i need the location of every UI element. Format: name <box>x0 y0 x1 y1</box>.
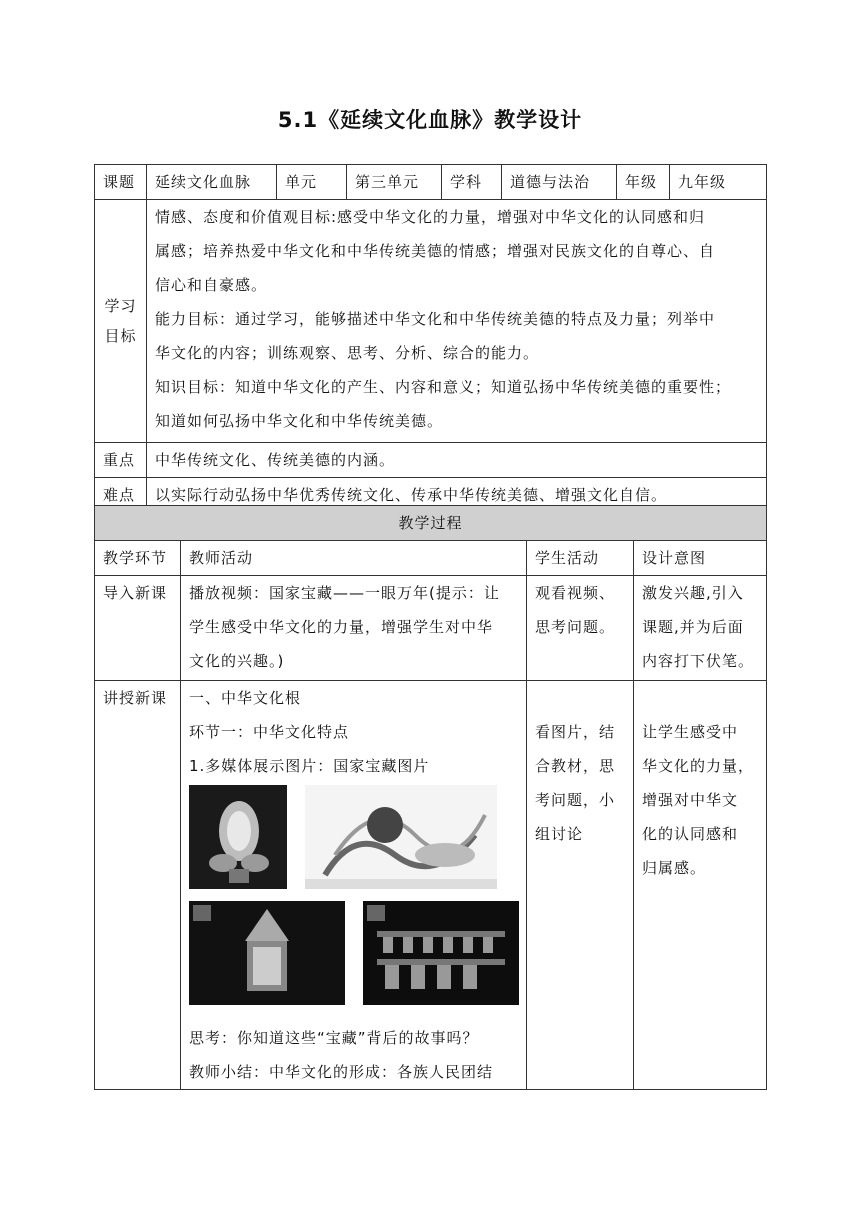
intent-line: 内容打下伏笔。 <box>642 652 755 670</box>
grade-value: 九年级 <box>670 165 767 200</box>
goal-line: 信心和自豪感。 <box>155 276 268 294</box>
process-heading: 教学过程 <box>95 506 767 541</box>
teacher-activity <box>181 576 527 681</box>
student-activity <box>527 576 634 681</box>
difficult-point-value: 以实际行动弘扬中华优秀传统文化、传承中华传统美德、增强文化自信。 <box>147 478 767 513</box>
column-header: 设计意图 <box>634 541 767 576</box>
student-line: 思考问题。 <box>535 618 616 636</box>
teacher-line: 文化的兴趣。) <box>189 652 285 670</box>
info-table <box>94 164 767 513</box>
treasure-photo-gold-ornament <box>189 785 287 889</box>
teacher-activity <box>181 681 527 1090</box>
difficult-point-label: 难点 <box>95 478 147 513</box>
student-line: 考问题，小 <box>535 791 616 809</box>
teacher-line: 思考：你知道这些“宝藏”背后的故事吗？ <box>189 1029 479 1047</box>
intent-line: 华文化的力量， <box>642 757 755 775</box>
teacher-line: 播放视频：国家宝藏——一眼万年(提示：让 <box>189 584 500 602</box>
goal-line: 华文化的内容；训练观察、思考、分析、综合的能力。 <box>155 344 540 362</box>
unit-label: 单元 <box>277 165 347 200</box>
intent-line: 让学生感受中 <box>642 723 739 741</box>
topic-label: 课题 <box>95 165 147 200</box>
goals-content <box>147 200 767 443</box>
treasure-painting-illustration <box>305 785 497 889</box>
column-header: 学生活动 <box>527 541 634 576</box>
key-point-label: 重点 <box>95 443 147 478</box>
design-intent <box>634 576 767 681</box>
treasure-photo-pagoda <box>189 901 345 1005</box>
process-table <box>94 505 767 1090</box>
key-point-value: 中华传统文化、传统美德的内涵。 <box>147 443 767 478</box>
intent-line: 激发兴趣,引入 <box>642 584 744 602</box>
goal-line: 属感；培养热爱中华文化和中华传统美德的情感；增强对民族文化的自尊心、自 <box>155 242 716 260</box>
goal-line: 知道如何弘扬中华文化和中华传统美德。 <box>155 412 444 430</box>
unit-value: 第三单元 <box>347 165 442 200</box>
student-line: 观看视频、 <box>535 584 616 602</box>
grade-label: 年级 <box>617 165 670 200</box>
design-intent <box>634 681 767 1090</box>
column-header: 教学环节 <box>95 541 181 576</box>
teacher-line: 学生感受中华文化的力量，增强学生对中华 <box>189 618 494 636</box>
subject-value: 道德与法治 <box>502 165 617 200</box>
spacer <box>535 681 625 715</box>
goals-label <box>95 200 147 443</box>
page-title: 5.1《延续文化血脉》教学设计 <box>277 108 583 132</box>
treasure-images <box>189 785 518 1017</box>
intent-line: 增强对中华文 <box>642 791 739 809</box>
column-header: 教师活动 <box>181 541 527 576</box>
teacher-line: 一、中华文化根 <box>189 689 302 707</box>
goal-line: 能力目标：通过学习，能够描述中华文化和中华传统美德的特点及力量；列举中 <box>155 310 716 328</box>
student-activity <box>527 681 634 1090</box>
student-line: 看图片，结 <box>535 723 616 741</box>
goal-line: 情感、态度和价值观目标:感受中华文化的力量，增强对中华文化的认同感和归 <box>155 208 706 226</box>
teacher-line: 1.多媒体展示图片：国家宝藏图片 <box>189 757 430 775</box>
goals-label-text: 学习目标 <box>104 297 137 345</box>
topic-value: 延续文化血脉 <box>147 165 277 200</box>
student-line: 组讨论 <box>535 825 584 843</box>
stage-cell: 讲授新课 <box>95 681 181 1090</box>
spacer <box>642 681 758 715</box>
teacher-line: 教师小结：中华文化的形成：各族人民团结 <box>189 1063 494 1081</box>
intent-line: 化的认同感和 <box>642 825 739 843</box>
student-line: 合教材，思 <box>535 757 616 775</box>
subject-label: 学科 <box>442 165 502 200</box>
teacher-line: 环节一：中华文化特点 <box>189 723 350 741</box>
treasure-photo-bells <box>363 901 519 1005</box>
intent-line: 归属感。 <box>642 859 707 877</box>
intent-line: 课题,并为后面 <box>642 618 744 636</box>
stage-cell: 导入新课 <box>95 576 181 681</box>
goal-line: 知识目标：知道中华文化的产生、内容和意义；知道弘扬中华传统美德的重要性； <box>155 378 732 396</box>
